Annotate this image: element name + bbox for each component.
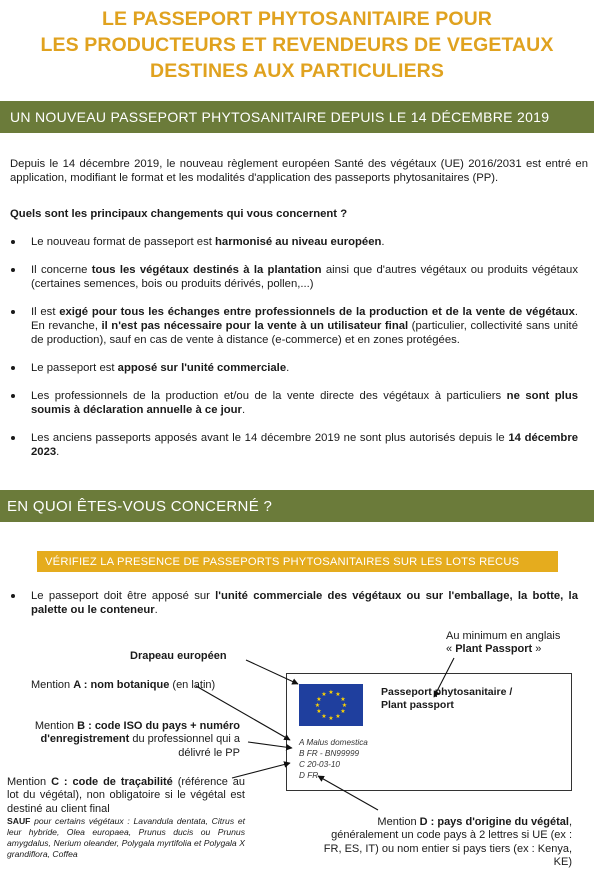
passport-card-title: Passeport phytosanitaire / Plant passport xyxy=(381,686,513,711)
svg-text:★: ★ xyxy=(316,708,322,715)
list-item: Il est exigé pour tous les échanges entre professionnels de la production et de la vente de végétaux. En revanche, il n'est pas nécessaire pour la vente à un utilisateur final (particulier, collectivité sans unité de production), sauf en cas de vente à distance (e-commerce) et en zones protégées. xyxy=(10,305,578,347)
diagram-arrows xyxy=(0,626,594,883)
changes-question: Quels sont les principaux changements qui vous concernent ? xyxy=(10,208,348,220)
mention-d-label: Mention D : pays d'origine du végétal, généralement un code pays à 2 lettres si UE (ex : FR, ES, IT) ou nom entier si pays tiers (ex : Kenya, KE) xyxy=(323,816,572,869)
section-heading-new-passport: UN NOUVEAU PASSEPORT PHYTOSANITAIRE DEPUIS LE 14 DÉCEMBRE 2019 xyxy=(0,101,594,133)
svg-text:★: ★ xyxy=(314,702,321,709)
svg-text:★: ★ xyxy=(340,708,346,715)
changes-list xyxy=(10,235,578,473)
svg-text:★: ★ xyxy=(341,702,348,709)
svg-text:★: ★ xyxy=(328,689,334,696)
svg-text:★: ★ xyxy=(321,691,327,698)
mention-b-label: Mention B : code ISO du pays + numéro d'enregistrement du professionnel qui a délivré le PP xyxy=(34,720,240,759)
subheading-check-passports: VÉRIFIEZ LA PRESENCE DE PASSEPORTS PHYTOSANITAIRES SUR LES LOTS RECUS xyxy=(37,551,558,572)
intro-paragraph: Depuis le 14 décembre 2019, le nouveau règlement européen Santé des végétaux (UE) 2016/2031 est entré en application, modifiant le format et les modalités d'application des passeports phytosanitaires (PP). xyxy=(10,158,588,184)
svg-text:★: ★ xyxy=(321,713,327,720)
page-title xyxy=(0,6,594,84)
mention-a-label: Mention A : nom botanique (en latin) xyxy=(31,679,216,691)
section-heading-concerned: EN QUOI ÊTES-VOUS CONCERNÉ ? xyxy=(0,490,594,522)
svg-text:★: ★ xyxy=(335,691,341,698)
svg-text:★: ★ xyxy=(340,696,346,703)
list-item: Les anciens passeports apposés avant le 14 décembre 2019 ne sont plus autorisés depuis le 14 décembre 2023. xyxy=(10,431,578,459)
page-title-line-2: LES PRODUCTEURS ET REVENDEURS DE VEGETAUX xyxy=(40,34,554,56)
page-title-line-1: LE PASSEPORT PHYTOSANITAIRE POUR xyxy=(101,8,492,30)
mention-c-label: Mention C : code de traçabilité (référence au lot du végétal), non obligatoire si le végétal est destiné au client final SAUF pour certains végétaux : Lavandula dentata, Citrus et leur hybride, Olea europaea, Prunus ducis ou Prunus amygdalus, Nerium oleander, Polygala myrtifolia et Polygala X grandiflora, Coffea xyxy=(7,776,246,860)
card-line-b: B FR - BN99999 xyxy=(299,749,360,758)
card-line-a: A Malus domestica xyxy=(299,738,368,747)
list-item: Le nouveau format de passeport est harmonisé au niveau européen. xyxy=(10,235,578,249)
page-title-line-3: DESTINES AUX PARTICULIERS xyxy=(150,60,444,82)
svg-text:★: ★ xyxy=(335,713,341,720)
list-item: Il concerne tous les végétaux destinés à la plantation ainsi que d'autres végétaux ou produits végétaux (certaines semences, bois ou produits dérivés, pollen,...) xyxy=(10,263,578,291)
flag-label: Drapeau européen xyxy=(130,650,227,662)
list-item: Le passeport est apposé sur l'unité commerciale. xyxy=(10,361,578,375)
svg-text:★: ★ xyxy=(316,696,322,703)
mention-c-exceptions: SAUF pour certains végétaux : Lavandula dentata, Citrus et leur hybride, Olea europaea, Prunus ducis ou Prunus amygdalus, Nerium oleander, Polygala myrtifolia et Polygala X grandiflora, Coffea xyxy=(7,816,245,860)
card-line-d: D FR xyxy=(299,771,319,780)
svg-text:★: ★ xyxy=(328,715,334,722)
apply-list xyxy=(10,589,578,617)
passport-diagram xyxy=(0,626,594,883)
card-line-c: C 20-03-10 xyxy=(299,760,340,769)
list-item: Le passeport doit être apposé sur l'unité commerciale des végétaux ou sur l'emballage, la botte, la palette ou le conteneur. xyxy=(10,589,578,617)
english-note: Au minimum en anglais « Plant Passport » xyxy=(446,630,561,656)
list-item: Les professionnels de la production et/ou de la vente directe des végétaux à particuliers ne sont plus soumis à déclaration annuelle à ce jour. xyxy=(10,389,578,417)
